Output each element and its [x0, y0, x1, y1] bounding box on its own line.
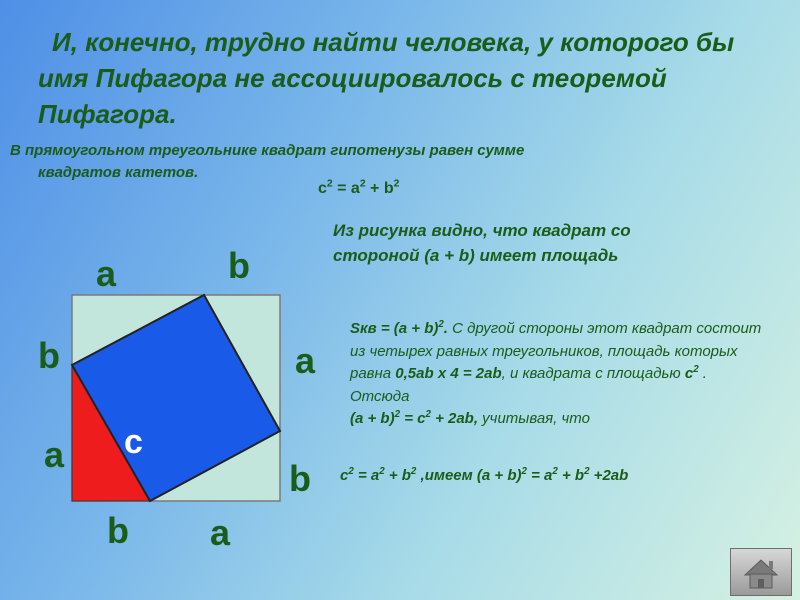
from-picture-text: Из рисунка видно, что квадрат со стороной (a + b) имеет площадь — [333, 221, 631, 265]
final-exp-1: 2 — [348, 466, 354, 477]
c-square-exp: 2 — [693, 364, 699, 375]
expand-left: (a + b) — [350, 410, 395, 427]
label-top-a: a — [96, 253, 117, 294]
final-ab: ,имеем (a + b) — [416, 467, 522, 484]
theorem-line-1: В прямоугольном треугольнике квадрат гипотенузы равен сумме — [10, 142, 525, 159]
label-top-b: b — [228, 245, 250, 286]
considering-text: учитывая, что — [478, 410, 590, 427]
formula-exp-c: 2 — [326, 178, 333, 190]
expand-exp-1: 2 — [394, 409, 401, 420]
c-square: c — [684, 365, 694, 382]
label-bottom-a: a — [210, 512, 231, 553]
otsyuda-text: . Отсюда — [350, 365, 707, 405]
label-right-b: b — [289, 458, 311, 499]
area-exp: 2 — [438, 319, 444, 330]
formula-exp-b: 2 — [393, 178, 400, 190]
final-c: c — [340, 467, 349, 484]
formula-a: = a — [332, 180, 360, 197]
slide-title: И, конечно, трудно найти человека, у которого бы имя Пифагора не ассоциировалось с теоремой Пифагора. — [38, 27, 735, 129]
final-exp-3: 2 — [410, 466, 417, 477]
final-2ab: +2ab — [589, 467, 629, 484]
area-dot: . — [443, 320, 448, 337]
label-left-a: a — [44, 434, 65, 475]
and-square-text: , и квадрата с площадью — [501, 365, 681, 382]
house-icon — [731, 549, 791, 595]
final-exp-6: 2 — [584, 466, 590, 477]
final-b2: + b — [557, 467, 585, 484]
expand-c: = c — [400, 410, 426, 427]
theorem-line-2: квадратов катетов. — [38, 164, 199, 181]
final-a: = a — [353, 467, 380, 484]
formula-c: c — [318, 180, 327, 197]
home-button[interactable] — [730, 548, 792, 596]
formula-b: + b — [365, 180, 394, 197]
label-bottom-b: b — [107, 510, 129, 551]
expand-2ab: + 2ab, — [430, 410, 479, 427]
expand-exp-2: 2 — [425, 409, 431, 420]
area-formula: Sкв = (a + b) — [350, 320, 439, 337]
final-exp-4: 2 — [521, 466, 527, 477]
final-a2: = a — [526, 467, 553, 484]
triangles-area: 0,5ab x 4 = 2ab — [395, 365, 502, 382]
final-exp-5: 2 — [552, 466, 558, 477]
label-left-b: b — [38, 335, 60, 376]
label-hypotenuse-c: c — [124, 423, 143, 461]
final-b: + b — [384, 467, 411, 484]
label-right-a: a — [295, 340, 316, 381]
final-exp-2: 2 — [379, 466, 385, 477]
other-side-text: С другой стороны этот квадрат состоит из четырех равных треугольников, площадь которых равна — [350, 320, 762, 382]
formula-exp-a: 2 — [359, 178, 366, 190]
